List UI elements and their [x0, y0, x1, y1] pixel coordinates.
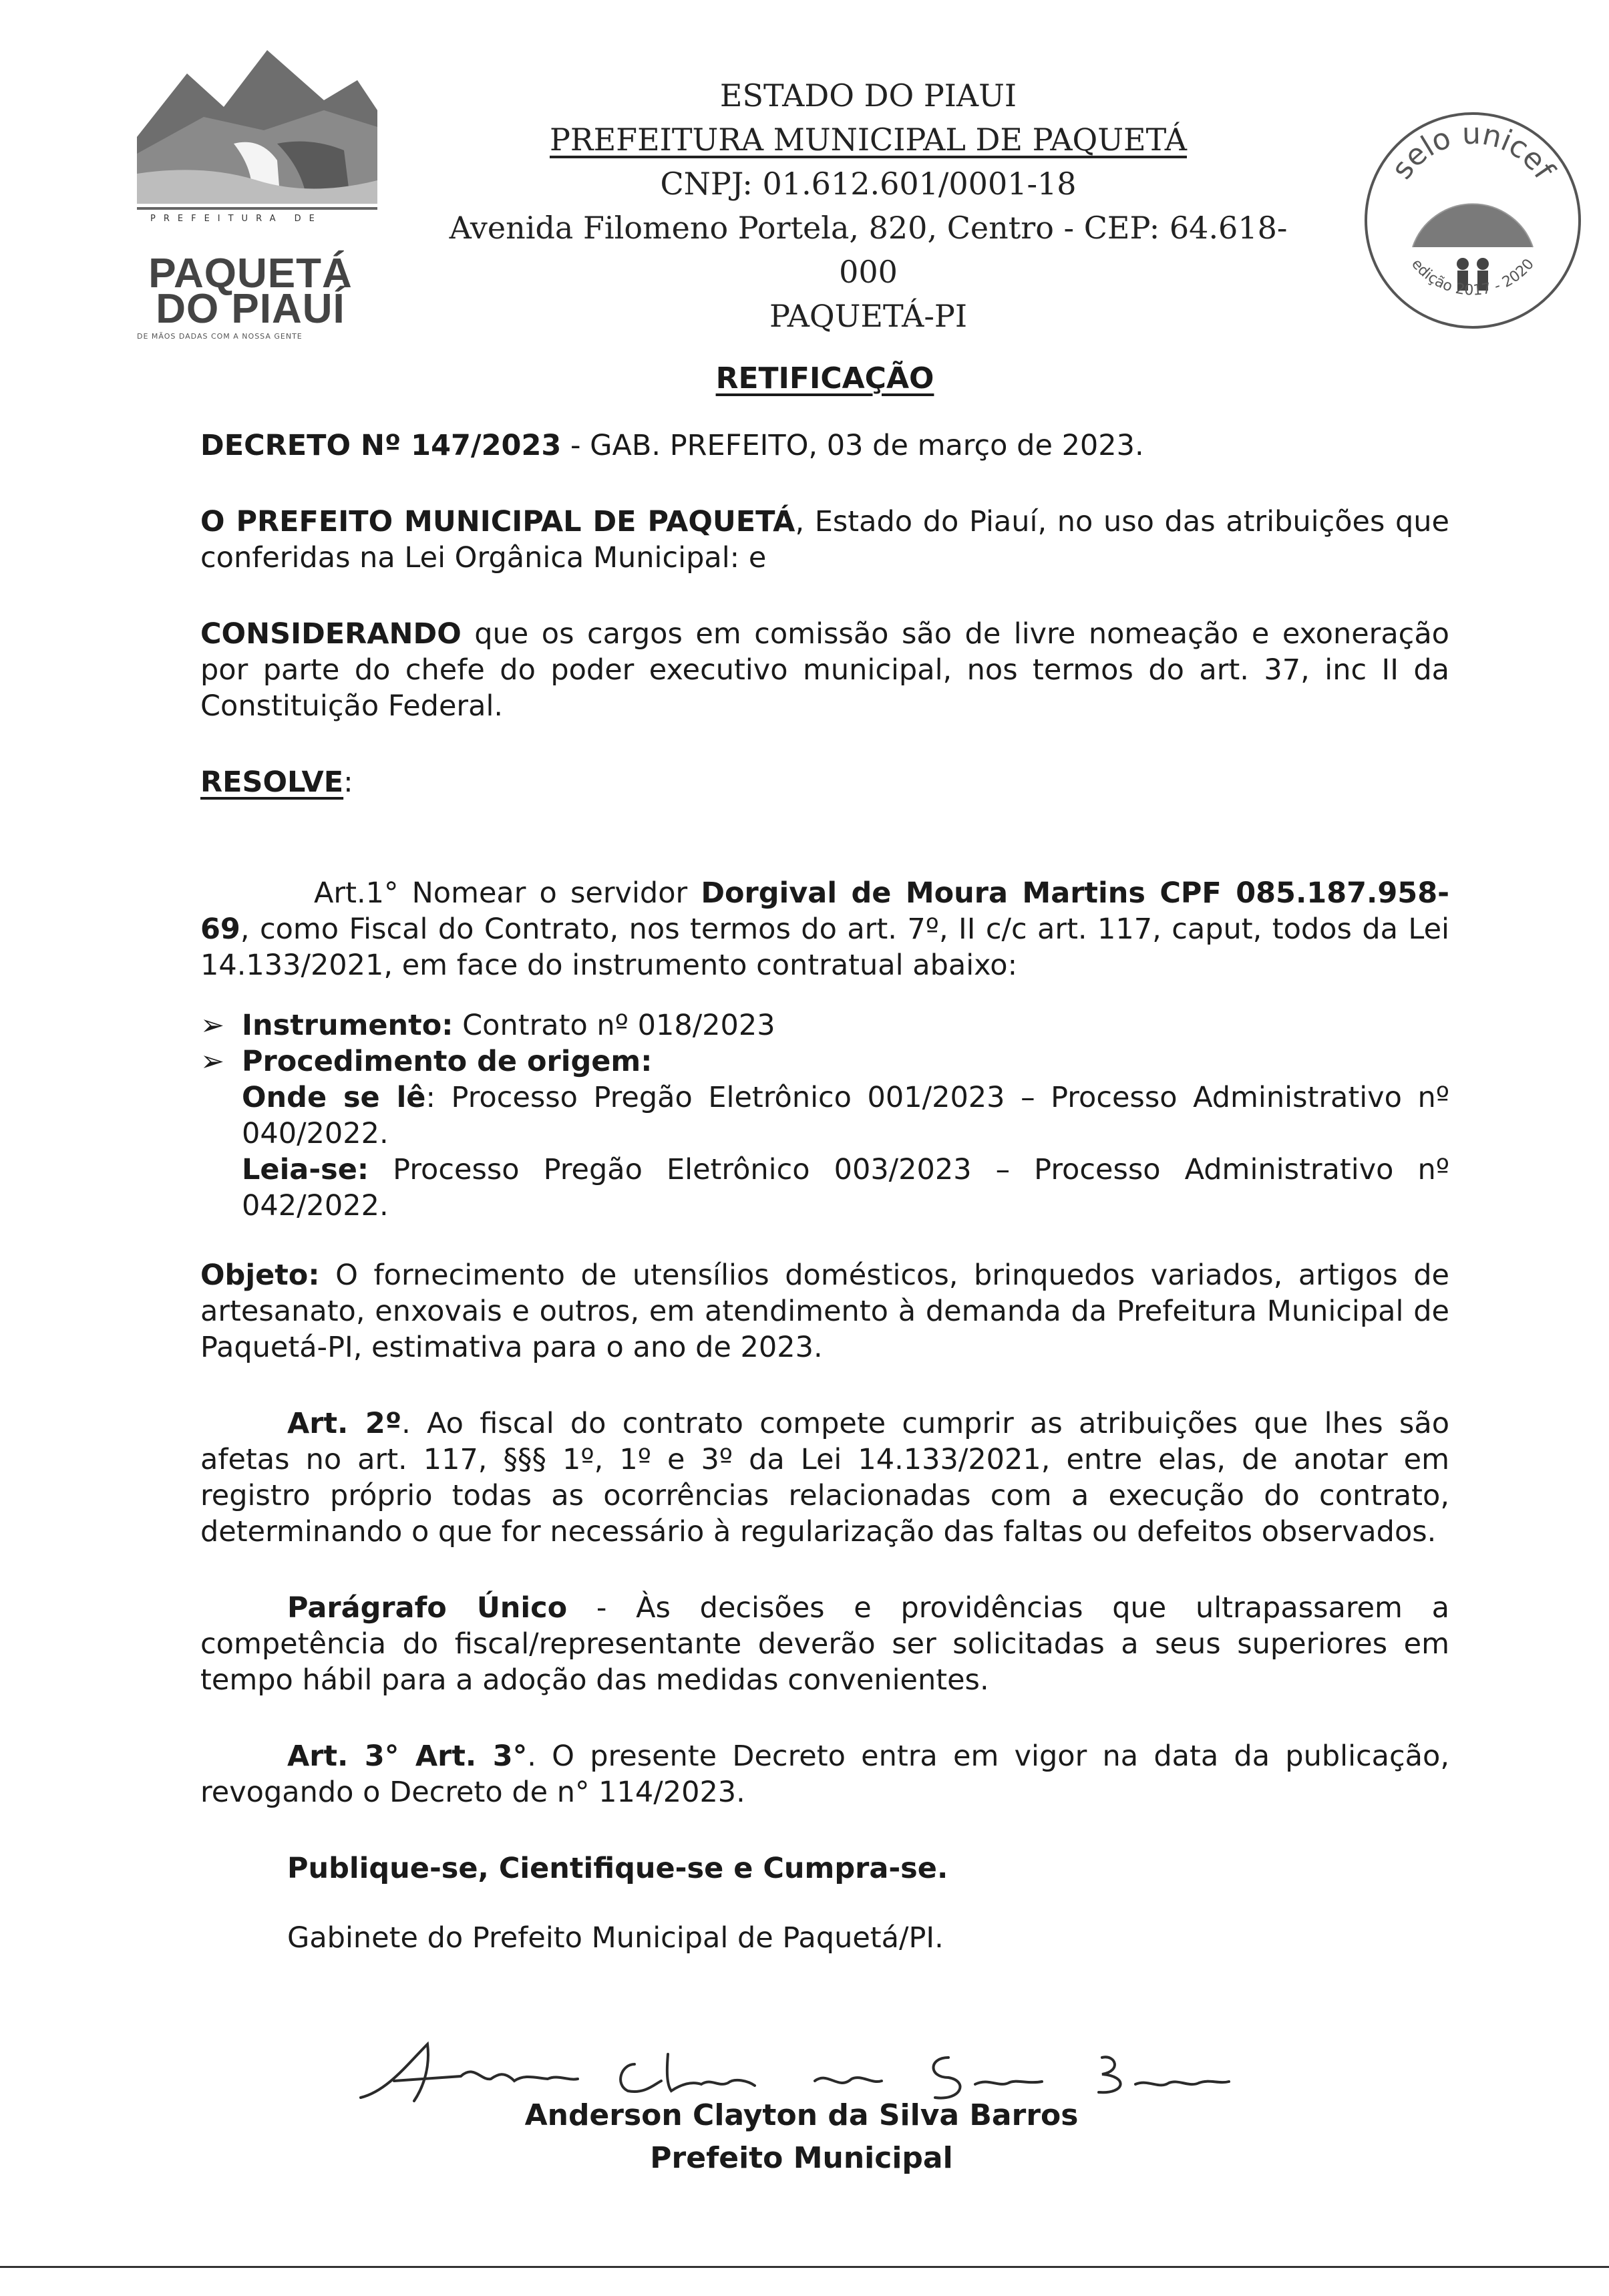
- intro-paragraph: [200, 504, 1449, 576]
- document-title: RETIFICAÇÃO: [715, 361, 934, 395]
- read-as-label: Leia-se:: [242, 1153, 369, 1186]
- considering-label: CONSIDERANDO: [200, 617, 462, 651]
- art1-text: , como Fiscal do Contrato, nos termos do art. 7º, II c/c art. 117, caput, todos da Lei 14.133/2021, em face do instrumento contratual abaixo:: [200, 913, 1449, 982]
- article-3: [200, 1738, 1449, 1810]
- prefecture-name: PREFEITURA MUNICIPAL DE PAQUETÁ: [549, 122, 1187, 158]
- bottom-divider: [0, 2266, 1609, 2268]
- logo-name-line2: DO PIAUÍ: [156, 286, 345, 332]
- single-paragraph: [200, 1590, 1449, 1698]
- instrument-value: Contrato nº 018/2023: [453, 1009, 775, 1042]
- intro-subject: O PREFEITO MUNICIPAL DE PAQUETÁ: [200, 505, 795, 538]
- art1-servant: Dorgival de Moura Martins CPF 085.187.958-69: [200, 876, 1449, 946]
- reads-value: : Processo Pregão Eletrônico 001/2023 – Processo Administrativo nº 040/2022.: [242, 1081, 1449, 1150]
- publish-line: Publique-se, Cientifique-se e Cumpra-se.: [287, 1852, 948, 1885]
- arrow-bullet-icon: ➢: [200, 1009, 225, 1042]
- city: PAQUETÁ-PI: [769, 298, 968, 334]
- paragraph-text: - Às decisões e providências que ultrapassarem a competência do fiscal/representante deverão ser solicitadas a seus superiores em tempo hábil para a adoção das medidas convenientes.: [200, 1591, 1449, 1697]
- svg-text:selo unicef: [1385, 117, 1562, 186]
- resolve-label: RESOLVE: [200, 766, 344, 799]
- decree-line: [200, 428, 1449, 464]
- art1-intro: Art.1° Nomear o servidor: [314, 876, 701, 910]
- object-label: Objeto:: [200, 1259, 320, 1292]
- logo-motto: DE MÃOS DADAS COM A NOSSA GENTE: [137, 332, 303, 341]
- letterhead: [434, 73, 1302, 338]
- cnpj: CNPJ: 01.612.601/0001-18: [660, 166, 1077, 202]
- unicef-seal-icon: [1359, 107, 1586, 334]
- art2-text: . Ao fiscal do contrato compete cumprir as atribuições que lhes são afetas no art. 117, §§§ 1º, 1º e 3º da Lei 14.133/2021, entre elas, de anotar em registro próprio todas as ocorrências relacionadas com a execução do contrato, determinando o que for necessário à regularização das faltas ou defeitos observados.: [200, 1407, 1449, 1548]
- reads-line: [200, 1080, 1449, 1152]
- intro-text: , Estado do Piauí, no uso das atribuições que conferidas na Lei Orgânica Municipal: e: [200, 505, 1449, 575]
- article-2: [200, 1406, 1449, 1550]
- address: Avenida Filomeno Portela, 820, Centro - CEP: 64.618-000: [449, 210, 1288, 290]
- procedure-label: Procedimento de origem:: [242, 1045, 653, 1078]
- object-text: O fornecimento de utensílios domésticos, brinquedos variados, artigos de artesanato, enxovais e outros, em atendimento à demanda da Prefeitura Municipal de Paquetá-PI, estimativa para o ano de 2023.: [200, 1259, 1449, 1364]
- seal-top-text: selo unicef: [1385, 116, 1562, 186]
- logo-name-line1: PAQUETÁ: [148, 251, 353, 297]
- object-paragraph: [200, 1257, 1449, 1365]
- considering-text: que os cargos em comissão são de livre nomeação e exoneração por parte do chefe do poder executivo municipal, nos termos do art. 37, inc II da Constituição Federal.: [200, 617, 1449, 723]
- art3-label: Art. 3° Art. 3°: [287, 1740, 528, 1773]
- art2-label: Art. 2º: [287, 1407, 402, 1440]
- list-item: [200, 1043, 1449, 1080]
- instrument-label: Instrumento:: [242, 1009, 454, 1042]
- seal-bottom-text: edição 2017 - 2020: [1408, 256, 1538, 299]
- list-item: [200, 1007, 1449, 1043]
- arrow-bullet-icon: ➢: [200, 1045, 225, 1078]
- read-as-value: Processo Pregão Eletrônico 003/2023 – Processo Administrativo nº 042/2022.: [242, 1153, 1449, 1222]
- mountain-logo-icon: [124, 37, 391, 257]
- resolve-colon: :: [343, 766, 353, 799]
- paragraph-label: Parágrafo Único: [287, 1591, 568, 1625]
- art3-text: . O presente Decreto entra em vigor na data da publicação, revogando o Decreto de n° 114/2023.: [200, 1740, 1450, 1809]
- resolve-heading: [200, 764, 1449, 800]
- office-line: Gabinete do Prefeito Municipal de Paquetá/PI.: [287, 1921, 944, 1955]
- decree-number: DECRETO Nº 147/2023: [200, 429, 562, 462]
- reads-label: Onde se lê: [242, 1081, 426, 1114]
- decree-date: - GAB. PREFEITO, 03 de março de 2023.: [561, 429, 1144, 462]
- contract-details: [200, 1007, 1449, 1224]
- state-name: ESTADO DO PIAUI: [719, 77, 1017, 114]
- logo-prefix-text: PREFEITURA DE: [150, 214, 323, 224]
- signature-block: [200, 2094, 1403, 2180]
- article-1: [200, 875, 1449, 983]
- svg-text:edição 2017 - 2020: [1408, 256, 1538, 299]
- read-as-line: [200, 1152, 1449, 1224]
- municipality-logo: [124, 37, 391, 341]
- considering-paragraph: [200, 616, 1449, 724]
- signer-role: Prefeito Municipal: [650, 2141, 953, 2175]
- signer-name: Anderson Clayton da Silva Barros: [524, 2098, 1079, 2132]
- decree-body: [200, 361, 1449, 1996]
